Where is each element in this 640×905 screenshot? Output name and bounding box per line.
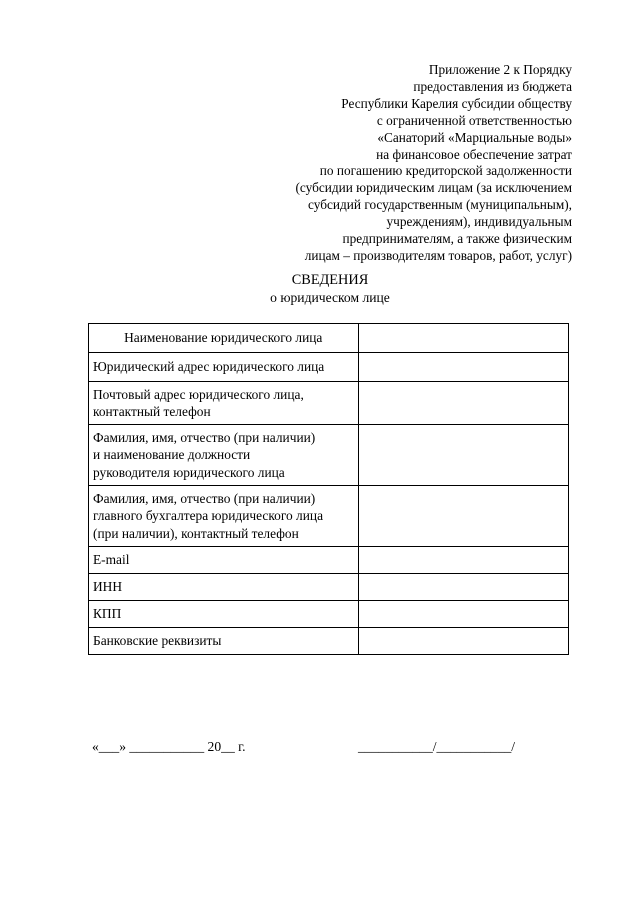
row-label-email xyxy=(89,547,359,574)
appendix-line: Республики Карелия субсидии обществу xyxy=(341,95,572,111)
row-label-director xyxy=(89,425,359,486)
appendix-line: с ограниченной ответственностью xyxy=(376,112,572,128)
appendix-line: на финансовое обеспечение затрат xyxy=(376,146,572,162)
postal-address-field[interactable] xyxy=(358,382,568,425)
appendix-line: по погашению кредиторской задолженности xyxy=(319,163,572,179)
director-field[interactable] xyxy=(358,425,568,486)
row-label-chief-accountant xyxy=(89,486,359,547)
appendix-line: предпринимателям, а также физическим xyxy=(342,231,572,247)
label-line: ИНН xyxy=(93,579,123,595)
appendix-line: Приложение 2 к Порядку xyxy=(428,62,572,77)
label-line: Юридический адрес юридического лица xyxy=(93,359,325,375)
label-line: руководителя юридического лица xyxy=(93,464,285,480)
appendix-line: субсидий государственным (муниципальным), xyxy=(308,197,572,213)
label-line: Почтовый адрес юридического лица, xyxy=(93,386,304,402)
document-title: СВЕДЕНИЯ xyxy=(291,272,369,288)
label-line: КПП xyxy=(93,606,122,622)
bank-details-field[interactable] xyxy=(358,628,568,655)
row-label-bank-details xyxy=(89,628,359,655)
inn-field[interactable] xyxy=(358,574,568,601)
label-line: Банковские реквизиты xyxy=(93,633,222,649)
row-label-legal-address xyxy=(89,353,359,382)
signature-line: ___________/___________/ xyxy=(358,739,516,754)
table-row xyxy=(89,425,569,486)
label-line: Фамилия, имя, отчество (при наличии) xyxy=(93,490,316,506)
label-line: и наименование должности xyxy=(93,447,251,463)
label-line: главного бухгалтера юридического лица xyxy=(93,508,324,524)
appendix-line: «Санаторий «Марциальные воды» xyxy=(377,129,572,145)
label-line: (при наличии), контактный телефон xyxy=(93,525,299,541)
email-field[interactable] xyxy=(358,547,568,574)
kpp-field[interactable] xyxy=(358,601,568,628)
date-line: «___» ___________ 20__ г. xyxy=(92,739,246,754)
table-row xyxy=(89,601,569,628)
table-row xyxy=(89,628,569,655)
label-line: Наименование юридического лица xyxy=(124,330,323,346)
appendix-line: предоставления из бюджета xyxy=(413,78,572,94)
legal-entity-info-table xyxy=(88,323,569,655)
row-label-inn xyxy=(89,574,359,601)
table-row xyxy=(89,353,569,382)
row-label-postal-address xyxy=(89,382,359,425)
chief-accountant-field[interactable] xyxy=(358,486,568,547)
table-row xyxy=(89,324,569,353)
label-line: контактный телефон xyxy=(93,404,211,419)
table-row xyxy=(89,574,569,601)
table-row xyxy=(89,547,569,574)
appendix-note xyxy=(212,62,572,265)
document-subtitle: о юридическом лице xyxy=(270,290,390,305)
legal-address-field[interactable] xyxy=(358,353,568,382)
table-row xyxy=(89,382,569,425)
appendix-line: лицам – производителям товаров, работ, услуг) xyxy=(304,247,572,263)
table-row xyxy=(89,486,569,547)
row-label-entity-name xyxy=(89,324,359,353)
appendix-line: учреждениям), индивидуальным xyxy=(386,214,572,230)
row-label-kpp xyxy=(89,601,359,628)
label-line: E-mail xyxy=(93,552,130,568)
entity-name-field[interactable] xyxy=(358,324,568,353)
appendix-line: (субсидии юридическим лицам (за исключением xyxy=(295,180,572,196)
label-line: Фамилия, имя, отчество (при наличии) xyxy=(93,429,316,445)
